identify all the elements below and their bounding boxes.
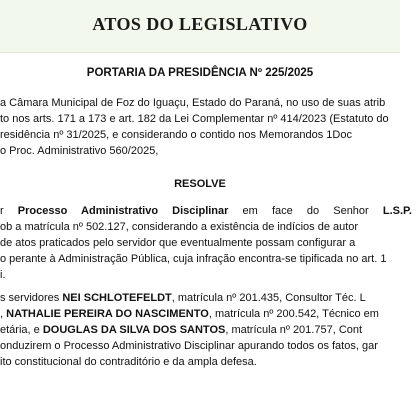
article-1-line [0, 203, 412, 219]
article-2-line [0, 322, 412, 338]
member-name: DOUGLAS DA SILVA DOS SANTOS [42, 324, 226, 336]
article-1-paragraph [0, 203, 412, 283]
accused-initials: L.S.P. [382, 205, 412, 217]
preamble-paragraph [0, 95, 420, 159]
preamble-line: o Proc. Administrativo 560/2025, [0, 145, 159, 157]
process-type: Processo Administrativo Disciplinar [17, 205, 229, 217]
article-2-line: ito constitucional do contraditório e da ampla defesa. [0, 356, 257, 368]
member-name: NEI SCHLOTEFELDT [62, 292, 172, 304]
resolve-heading: RESOLVE [174, 178, 226, 190]
article-1-line: i. [0, 269, 6, 281]
text-run: etária, e [0, 324, 43, 336]
text-run: , matrícula nº 201.435, Consultor Téc. L [171, 292, 366, 304]
article-1-line: o perante à Administração Pública, cuja infração encontra-se tipificada no art. 1 [0, 253, 387, 265]
article-1-line: de atos praticados pelo servidor que eventualmente possam configurar a [0, 237, 356, 249]
document-title: PORTARIA DA PRESIDÊNCIA Nº 225/2025 [86, 67, 314, 79]
article-2-line: onduzirem o Processo Administrativo Disciplinar apurando todos os fatos, gar [0, 340, 378, 352]
text-run: em face do Senhor [228, 205, 383, 217]
text-run: , matrícula nº 201.757, Cont [225, 324, 363, 336]
article-2-paragraph [0, 290, 412, 370]
article-1-line: ob a matrícula nº 502.127, considerando a existência de indícios de autor [0, 221, 359, 233]
text-run: r [0, 205, 18, 217]
text-run: , [0, 308, 7, 320]
preamble-line: residência nº 31/2025, e considerando o contido nos Memorandos 1Doc [0, 129, 352, 141]
article-2-line [0, 290, 412, 306]
preamble-line: a Câmara Municipal de Foz do Iguaçu, Estado do Paraná, no uso de suas atrib [0, 97, 386, 109]
text-run: , matrícula nº 200.542, Técnico em [208, 308, 379, 320]
preamble-line: to nos arts. 171 a 173 e art. 182 da Lei Complementar nº 414/2023 (Estatuto do [0, 113, 389, 125]
text-run: s servidores [0, 292, 63, 304]
section-title: ATOS DO LEGISLATIVO [92, 14, 308, 34]
member-name: NATHALIE PEREIRA DO NASCIMENTO [6, 308, 209, 320]
article-2-line [0, 306, 412, 322]
